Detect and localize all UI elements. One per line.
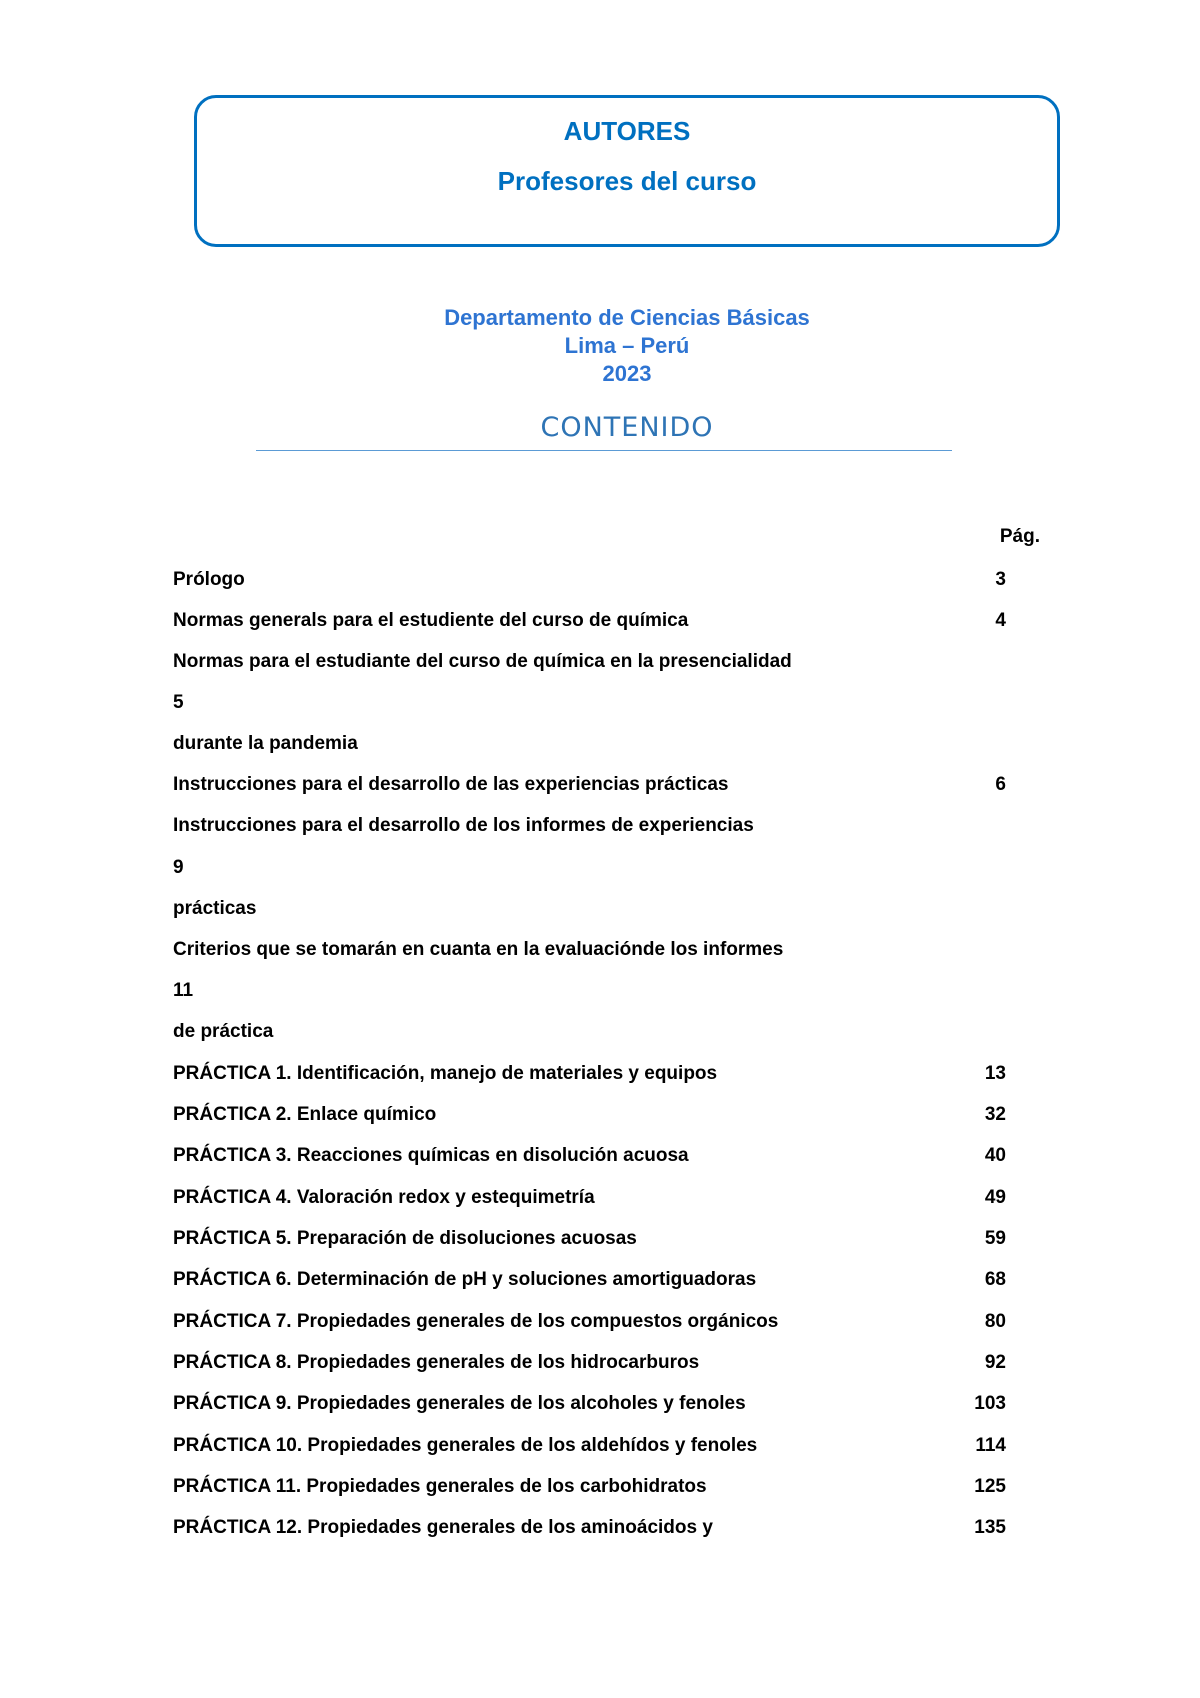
toc-entry-page: 13 [984,1063,1006,1084]
toc-entry-page: 68 [984,1269,1006,1290]
toc-row [0,856,1200,896]
toc-entry-title: PRÁCTICA 9. Propiedades generales de los alcoholes y fenoles [173,1393,746,1414]
department-name: Departamento de Ciencias Básicas [444,305,810,330]
toc-entry-title: PRÁCTICA 6. Determinación de pH y soluciones amortiguadoras [173,1269,757,1290]
toc-entry-title: 11 [173,980,194,1001]
toc-row [0,568,1200,608]
toc-row [0,1062,1200,1102]
toc-entry-page: 49 [984,1187,1006,1208]
toc-entry-title: PRÁCTICA 7. Propiedades generales de los compuestos orgánicos [173,1311,779,1332]
toc-entry-page: 40 [984,1145,1006,1166]
toc-row [0,1227,1200,1267]
toc-entry-title: Instrucciones para el desarrollo de los informes de experiencias [173,815,754,836]
toc-entry-title: 5 [173,692,184,713]
toc-entry-title: PRÁCTICA 2. Enlace químico [173,1104,437,1125]
toc-entry-title: PRÁCTICA 5. Preparación de disoluciones acuosas [173,1228,637,1249]
toc-row [0,1475,1200,1515]
toc-entry-title: Instrucciones para el desarrollo de las experiencias prácticas [173,774,729,795]
toc-entry-page: 125 [974,1476,1006,1497]
toc-entry-title: Criterios que se tomarán en cuanta en la evaluacióndе los informes [173,939,784,960]
toc-entry-title: de práctica [173,1021,274,1042]
toc-entry-page: 80 [984,1311,1006,1332]
page-column-header: Pág. [999,526,1040,547]
toc-row [0,814,1200,854]
toc-row [0,1103,1200,1143]
toc-entry-title: Prólogo [173,569,245,590]
toc-row [0,773,1200,813]
toc-entry-page: 103 [974,1393,1006,1414]
toc-row [0,1310,1200,1350]
toc-row [0,609,1200,649]
department-year: 2023 [602,361,652,386]
toc-entry-title: PRÁCTICA 3. Reacciones químicas en disolución acuosa [173,1145,689,1166]
toc-row [0,938,1200,978]
toc-entry-title: PRÁCTICA 4. Valoración redox y estequimetría [173,1187,595,1208]
toc-row [0,732,1200,772]
toc-row [0,1020,1200,1060]
toc-entry-title: PRÁCTICA 11. Propiedades generales de los carbohidratos [173,1476,707,1497]
toc-row [0,979,1200,1019]
toc-entry-title: PRÁCTICA 8. Propiedades generales de los hidrocarburos [173,1352,700,1373]
toc-entry-page: 135 [974,1517,1006,1538]
department-location: Lima – Perú [564,333,690,358]
toc-entry-title: Normas generals para el estudiente del curso de química [173,610,689,631]
toc-entry-page: 114 [975,1435,1006,1456]
authors-title: AUTORES [563,116,691,146]
toc-row [0,1516,1200,1556]
toc-row [0,691,1200,731]
authors-box [194,95,1060,247]
toc-row [0,1392,1200,1432]
toc-row [0,1351,1200,1391]
toc-entry-page: 4 [995,610,1006,631]
toc-entry-page: 32 [984,1104,1006,1125]
toc-entry-page: 3 [995,569,1006,590]
authors-subtitle: Profesores del curso [497,166,757,196]
toc-row [0,1268,1200,1308]
toc-row [0,1186,1200,1226]
toc-entry-title: PRÁCTICA 12. Propiedades generales de los aminoácidos y [173,1517,713,1538]
toc-row [0,650,1200,690]
toc-row [0,1434,1200,1474]
toc-entry-title: prácticas [173,898,257,919]
toc-entry-title: Normas para el estudiante del curso de química en la presencialidad [173,651,792,672]
toc-entry-title: PRÁCTICA 10. Propiedades generales de los aldehídos y fenoles [173,1435,758,1456]
toc-row [0,1144,1200,1184]
toc-entry-page: 59 [984,1228,1006,1249]
contents-heading-rule [256,450,952,451]
toc-row [0,897,1200,937]
toc-entry-page: 92 [984,1352,1006,1373]
toc-entry-page: 6 [995,774,1006,795]
contents-heading: CONTENIDO [540,412,714,443]
toc-entry-title: PRÁCTICA 1. Identificación, manejo de materiales y equipos [173,1063,718,1084]
toc-entry-title: 9 [173,857,184,878]
toc-entry-title: durante la pandemia [173,733,358,754]
